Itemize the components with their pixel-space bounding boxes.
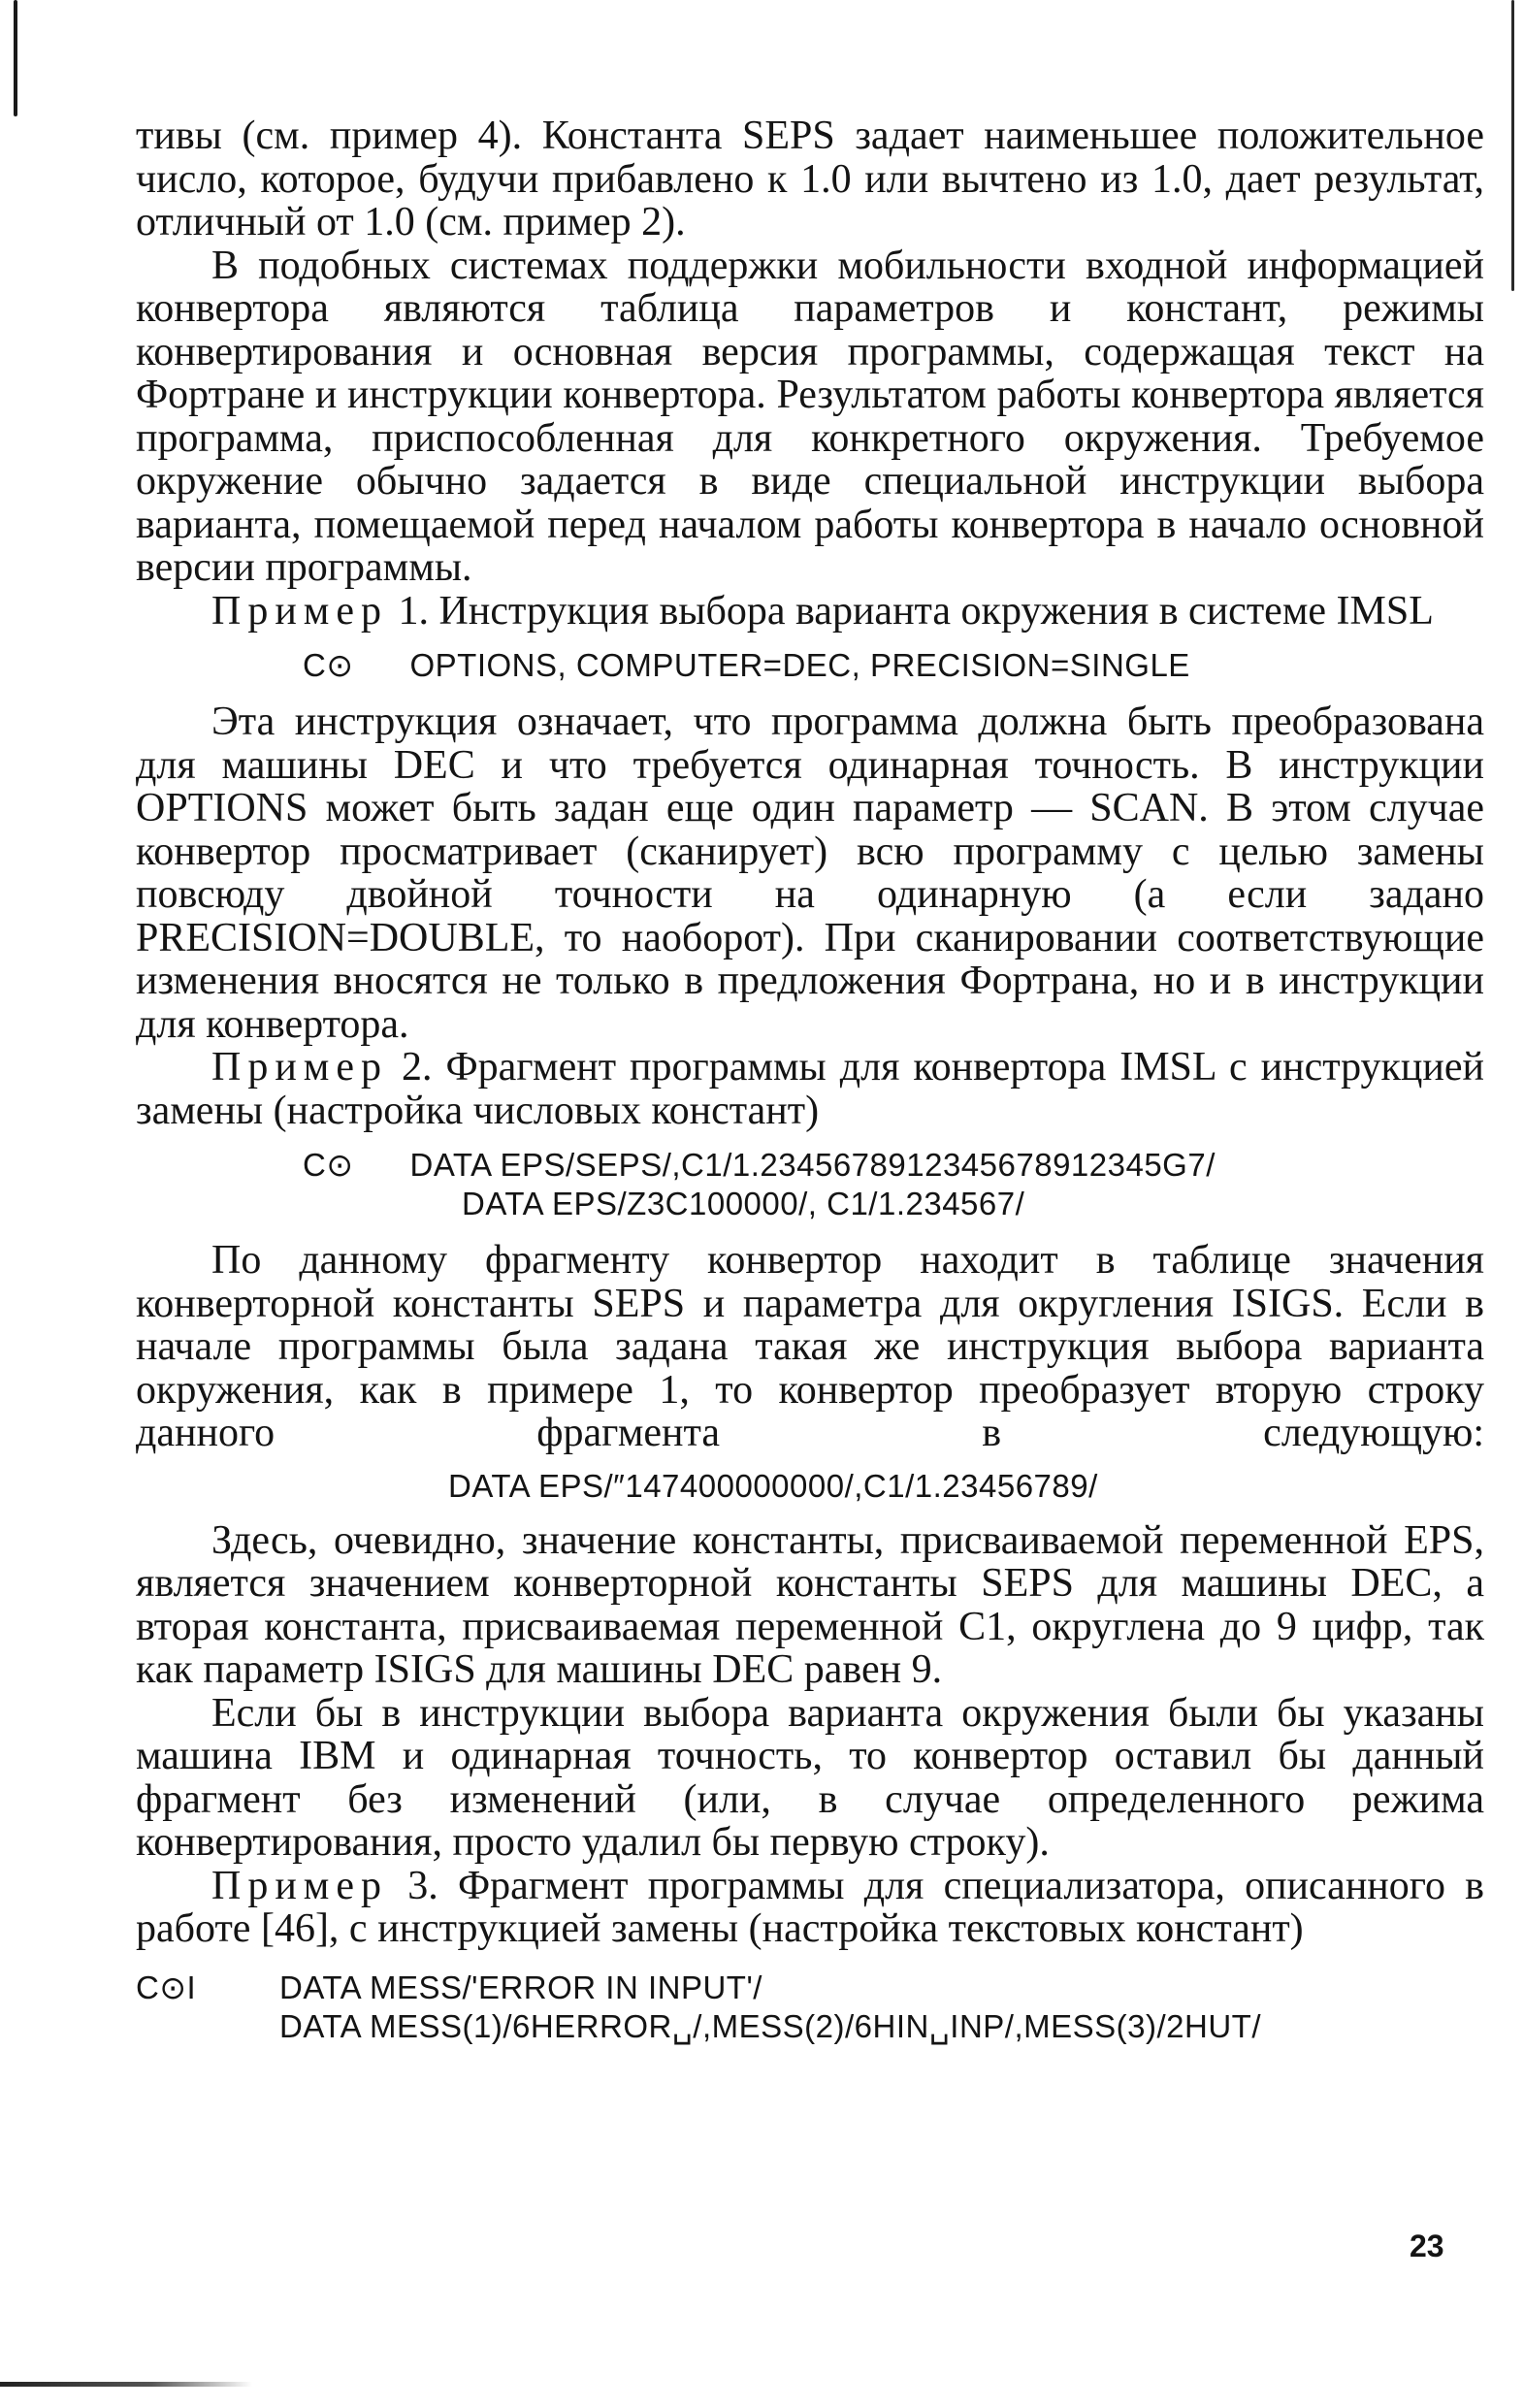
- code-line: DATA EPS/″147400000000/,C1/1.23456789/: [448, 1467, 1098, 1504]
- code-example-1: [136, 646, 1484, 685]
- book-page-text: [136, 114, 1484, 2062]
- paragraph-options-explanation: Эта инструкция означает, что программа должна быть преобразована для машины DEC и что требуется одинарная точность. В инструкции OPTIONS может быть задан еще один параметр — SCAN. В этом случае конвертор просматривает (сканирует) всю программу с целью замены повсюду двойной точности на одинарную (а если задано PRECISION=DOUBLE, то наоборот). При сканировании соответствующие изменения вносятся не только в предложения Фортрана, но и в инструкции для конвертора.: [136, 700, 1484, 1047]
- paragraph-converter-input: В подобных системах поддержки мобильности входной информацией конвертора являются таблица параметров и констант, режимы конвертирования и основная версия программы, содержащая текст на Фортране и инструкции конвертора. Результатом работы конвертора является программа, приспособленная для конкретного окружения. Требуемое окружение обычно задается в виде специальной инструкции выбора варианта, помещаемой перед началом работы конвертора в начало основной версии программы.: [136, 243, 1484, 590]
- paragraph-continuation: тивы (см. пример 4). Константа SEPS задает наименьшее положительное число, которое, будучи прибавлено к 1.0 или вычтено из 1.0, дает результат, отличный от 1.0 (см. пример 2).: [136, 114, 1484, 244]
- code-marker: C⊙: [303, 647, 354, 683]
- code-line: DATA MESS/'ERROR IN INPUT'/: [279, 1969, 762, 2005]
- page-number: 23: [1410, 2229, 1444, 2263]
- example-caption-text: 3. Фрагмент программы для специализатора, описанного в работе [46], с инструкцией замены (настройка текстовых констант): [136, 1863, 1485, 1951]
- code-example-2: [136, 1146, 1484, 1223]
- code-marker: C⊙I: [136, 1969, 197, 2005]
- example-label: Пример: [211, 1045, 389, 1090]
- code-example-3: [136, 1969, 1484, 2046]
- paragraph-ibm-case: Если бы в инструкции выбора варианта окружения были бы указаны машина IBM и одинарная точность, то конвертор оставил бы данный фрагмент без изменений (или, в случае определенного режима конвертирования, просто удалил бы первую строку).: [136, 1690, 1484, 1865]
- code-line: OPTIONS, COMPUTER=DEC, PRECISION=SINGLE: [409, 647, 1190, 683]
- paragraph-eps-explanation: Здесь, очевидно, значение константы, присваиваемой переменной EPS, является значением конверторной константы SEPS для машины DEC, а вторая константа, присваиваемая переменной C1, округлена до 9 цифр, так как параметр ISIGS для машины DEC равен 9.: [136, 1517, 1484, 1692]
- example-1-caption: [136, 590, 1484, 634]
- example-label: Пример: [211, 588, 389, 634]
- code-marker: C⊙: [303, 1147, 354, 1183]
- example-caption-text: 1. Инструкция выбора варианта окружения в системе IMSL: [398, 588, 1434, 634]
- code-line: DATA EPS/Z3C100000/, C1/1.234567/: [462, 1186, 1025, 1221]
- scan-page-edge-right: [1511, 0, 1514, 291]
- example-label: Пример: [211, 1863, 389, 1908]
- paragraph-fragment-explanation: По данному фрагменту конвертор находит в таблице значения конверторной константы SEPS и параметра для округления ISIGS. Если в начале программы была задана такая же инструкция выбора варианта окружения, как в примере 1, то конвертор преобразует вторую строку данного фрагмента в следующую:: [136, 1238, 1484, 1455]
- example-2-caption: [136, 1046, 1484, 1132]
- code-converted-line: [136, 1467, 1484, 1506]
- example-caption-text: 2. Фрагмент программы для конвертора IMSL с инструкцией замены (настройка числовых констант): [136, 1045, 1484, 1133]
- scan-bottom-smudge: [0, 2382, 252, 2387]
- example-3-caption: [136, 1865, 1484, 1951]
- code-line: DATA EPS/SEPS/,C1/1.2345678912345678912345G7/: [409, 1147, 1216, 1183]
- code-line: DATA MESS(1)/6HERROR␣/,MESS(2)/6HIN␣INP/,MESS(3)/2HUT/: [279, 2007, 1261, 2044]
- scan-page-edge-left: [14, 0, 17, 116]
